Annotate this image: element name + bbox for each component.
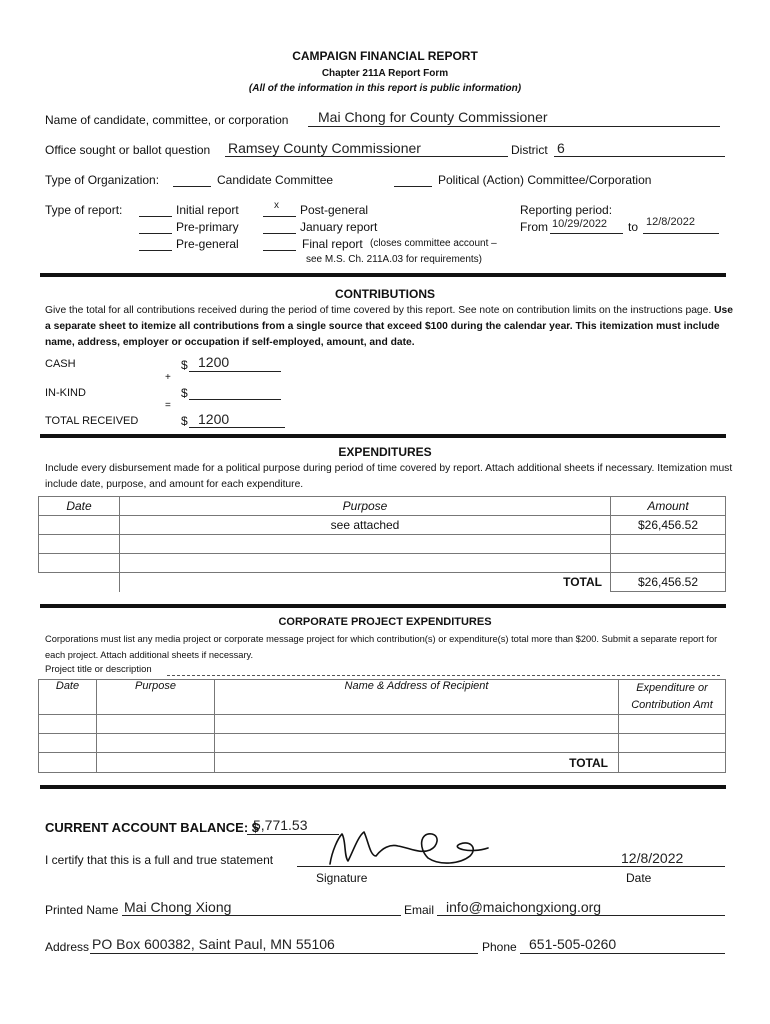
inkind-line (189, 399, 281, 400)
row-purpose-cell[interactable] (120, 554, 611, 573)
corp-col-recipient-header: Name & Address of Recipient (215, 680, 619, 715)
table-row (39, 573, 726, 592)
preprimary-label: Pre-primary (176, 220, 239, 234)
section-divider (40, 273, 726, 277)
row-purpose-cell[interactable] (97, 753, 215, 773)
expenditures-table (38, 496, 726, 592)
office-label: Office sought or ballot question (45, 143, 211, 157)
corp-col-purpose-header: Purpose (97, 680, 215, 715)
section-divider (40, 604, 726, 608)
pregeneral-blank[interactable] (139, 250, 172, 251)
table-row (39, 734, 726, 753)
blank-cell (39, 573, 120, 592)
row-recipient-cell[interactable] (215, 715, 619, 734)
row-purpose-cell[interactable]: see attached (120, 516, 611, 535)
january-blank[interactable] (263, 233, 296, 234)
period-from-label: From (520, 220, 548, 234)
row-amount-cell[interactable] (611, 554, 726, 573)
table-row (39, 535, 726, 554)
january-label: January report (300, 220, 378, 234)
cash-line (189, 371, 281, 372)
signature-image[interactable] (320, 826, 520, 876)
org-option2-blank[interactable] (394, 186, 432, 187)
table-row (39, 516, 726, 535)
total-received-dollar: $ (181, 414, 188, 428)
phone-field[interactable]: 651-505-0260 (529, 936, 617, 952)
table-row (39, 715, 726, 734)
section-divider (40, 785, 726, 789)
preprimary-blank[interactable] (139, 233, 172, 234)
contributions-heading: CONTRIBUTIONS (335, 287, 435, 301)
period-from-field[interactable]: 10/29/2022 (552, 218, 608, 230)
date-field[interactable]: 12/8/2022 (621, 850, 684, 866)
initial-label: Initial report (176, 203, 239, 217)
total-received-label: TOTAL RECEIVED (45, 415, 139, 427)
report-subtitle: Chapter 211A Report Form (321, 68, 449, 79)
contributions-instructions: Give the total for all contributions received during the period of time covered by this report. See note on contribution limits on the instructions page. Use a separate sheet to itemize all contributions from a single source that exceed $100 during the calendar year. This itemization must include name, address, employer or occupation if self-employed, amount, and date. (45, 305, 733, 348)
corporate-total-value[interactable] (619, 753, 726, 773)
address-label: Address (45, 940, 90, 954)
candidate-name-label: Name of candidate, committee, or corporation (45, 113, 289, 127)
org-option1-label: Candidate Committee (217, 173, 334, 187)
address-line (90, 953, 478, 954)
office-field[interactable]: Ramsey County Commissioner (228, 140, 421, 156)
org-type-label: Type of Organization: (45, 173, 160, 187)
certify-label: I certify that this is a full and true statement (45, 853, 274, 867)
period-to-line (643, 233, 719, 234)
balance-field[interactable]: 5,771.53 (253, 817, 308, 833)
col-date-header: Date (39, 497, 120, 516)
row-date-cell[interactable] (39, 535, 120, 554)
row-purpose-cell[interactable] (97, 734, 215, 753)
expenditures-total-label: TOTAL (120, 573, 611, 592)
table-row (39, 554, 726, 573)
pregeneral-label: Pre-general (176, 237, 239, 251)
cash-dollar: $ (181, 358, 188, 372)
initial-blank[interactable] (139, 216, 172, 217)
candidate-name-field[interactable]: Mai Chong for County Commissioner (318, 109, 548, 125)
col-amount-header: Amount (611, 497, 726, 516)
row-purpose-cell[interactable] (97, 715, 215, 734)
phone-label: Phone (482, 940, 517, 954)
signature-label: Signature (316, 871, 368, 885)
corp-col-date-header: Date (39, 680, 97, 715)
equals-sign: = (165, 400, 171, 411)
cash-label: CASH (45, 358, 76, 370)
corporate-total-label: TOTAL (215, 753, 619, 773)
project-title-field[interactable] (167, 675, 720, 676)
row-date-cell[interactable] (39, 715, 97, 734)
expenditures-heading: EXPENDITURES (338, 445, 432, 459)
district-field[interactable]: 6 (557, 140, 565, 156)
candidate-name-line (308, 126, 720, 127)
row-date-cell[interactable] (39, 516, 120, 535)
email-field[interactable]: info@maichongxiong.org (446, 899, 602, 915)
row-date-cell[interactable] (39, 753, 97, 773)
printed-name-line (122, 915, 401, 916)
date-label: Date (626, 871, 652, 885)
report-type-label: Type of report: (45, 203, 123, 217)
period-to-label: to (628, 220, 639, 234)
public-info-note: (All of the information in this report is public information) (248, 83, 522, 94)
inkind-dollar: $ (181, 386, 188, 400)
project-title-label: Project title or description (45, 664, 152, 675)
row-recipient-cell[interactable] (215, 734, 619, 753)
corporate-table (38, 679, 726, 773)
row-amount-cell[interactable] (619, 715, 726, 734)
postgeneral-label: Post-general (300, 203, 369, 217)
phone-line (520, 953, 725, 954)
printed-name-field[interactable]: Mai Chong Xiong (124, 899, 232, 915)
row-amount-cell[interactable] (619, 734, 726, 753)
row-amount-cell[interactable] (611, 535, 726, 554)
table-row (39, 753, 726, 773)
row-purpose-cell[interactable] (120, 535, 611, 554)
postgeneral-checkmark[interactable]: x (274, 200, 279, 211)
row-date-cell[interactable] (39, 554, 120, 573)
email-line (437, 915, 725, 916)
final-note-2: see M.S. Ch. 211A.03 for requirements) (306, 254, 483, 265)
org-option1-blank[interactable] (173, 186, 211, 187)
col-purpose-header: Purpose (120, 497, 611, 516)
reporting-period-label: Reporting period: (520, 203, 613, 217)
final-note-1: (closes committee account – (370, 238, 497, 249)
period-from-line (550, 233, 623, 234)
report-title: CAMPAIGN FINANCIAL REPORT (292, 49, 478, 63)
final-blank[interactable] (263, 250, 296, 251)
printed-name-label: Printed Name (45, 903, 119, 917)
district-line (554, 156, 725, 157)
office-line (225, 156, 508, 157)
email-label: Email (404, 903, 435, 917)
plus-sign: + (165, 372, 171, 383)
district-label: District (511, 143, 548, 157)
address-field[interactable]: PO Box 600382, Saint Paul, MN 55106 (92, 936, 335, 952)
row-amount-cell[interactable]: $26,456.52 (611, 516, 726, 535)
period-to-field[interactable]: 12/8/2022 (646, 216, 695, 228)
row-date-cell[interactable] (39, 734, 97, 753)
total-received-line (189, 427, 285, 428)
section-divider (40, 434, 726, 438)
corporate-instructions: Corporations must list any media project or corporate message project for which contribution(s) or expenditure(s) total more than $200. Submit a separate report for each project. Attach additional sheets if necessary. (45, 634, 718, 660)
final-label: Final report (302, 237, 363, 251)
expenditures-instructions: Include every disbursement made for a political purpose during period of time covered by report. Attach additional sheets if necessary. Itemization must include date, purpose, and amount for each expenditure. (45, 463, 733, 490)
balance-label: CURRENT ACCOUNT BALANCE: $ (45, 820, 260, 835)
total-received-field[interactable]: 1200 (198, 411, 230, 427)
corporate-heading: CORPORATE PROJECT EXPENDITURES (278, 616, 492, 628)
expenditures-total-value[interactable]: $26,456.52 (611, 573, 726, 592)
inkind-label: IN-KIND (45, 387, 86, 399)
corp-col-amount-header: Expenditure or Contribution Amt (619, 680, 726, 715)
org-option2-label: Political (Action) Committee/Corporation (438, 173, 652, 187)
cash-field[interactable]: 1200 (198, 354, 230, 370)
postgeneral-blank[interactable] (263, 216, 296, 217)
